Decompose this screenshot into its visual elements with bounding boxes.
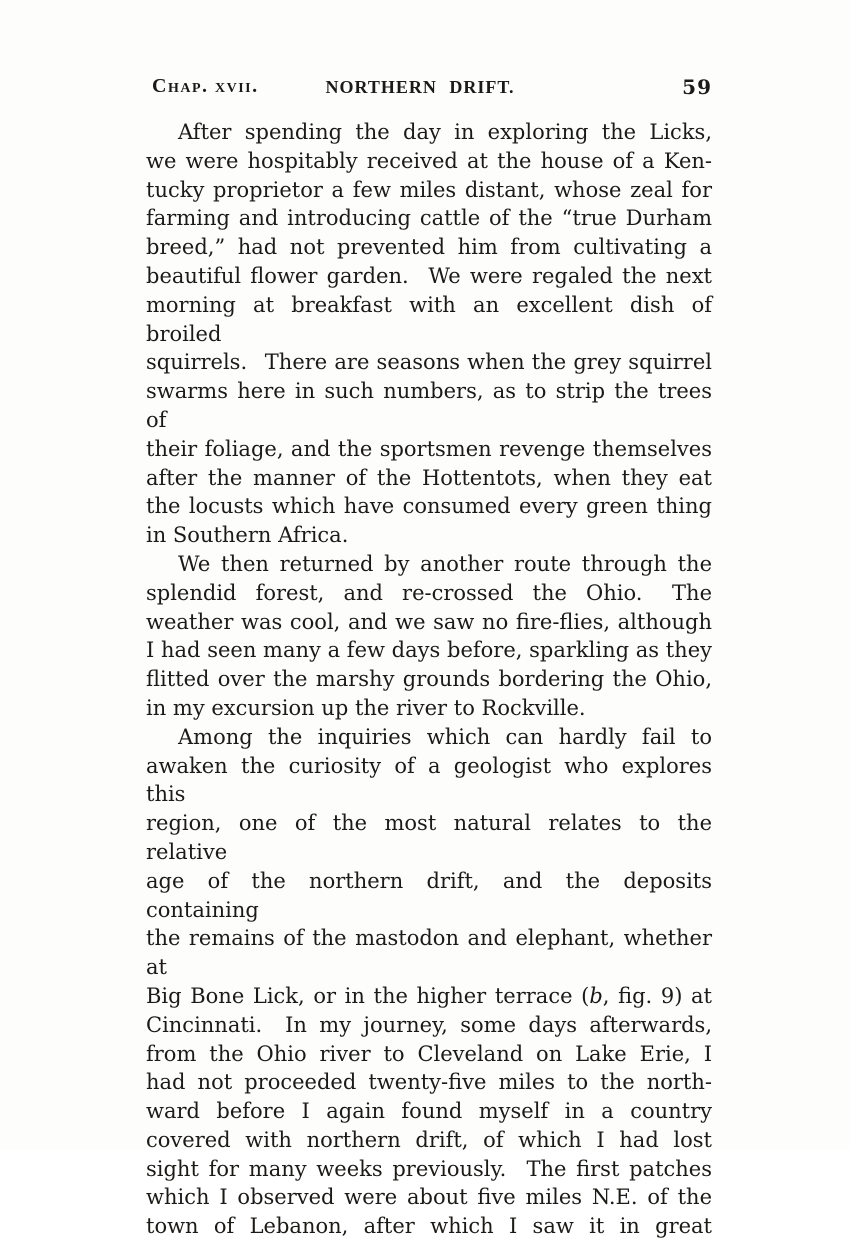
text-line: swarms here in such numbers, as to strip the trees of bbox=[146, 379, 712, 432]
page-number: 59 bbox=[682, 75, 712, 99]
text-line: the locusts which have consumed every green thing bbox=[146, 494, 712, 519]
text-line: Cincinnati. In my journey, some days afterwards, bbox=[146, 1012, 712, 1037]
text-line: flitted over the marshy grounds bordering the Ohio, bbox=[146, 667, 712, 692]
text-line: breed,” had not prevented him from cultivating a bbox=[146, 235, 712, 260]
text-line: their foliage, and the sportsmen revenge themselves bbox=[146, 436, 712, 461]
text-line: after the manner of the Hottentots, when they eat bbox=[146, 465, 712, 490]
running-head-title: NORTHERN DRIFT. bbox=[325, 77, 515, 97]
text-line: we were hospitably received at the house of a Ken- bbox=[146, 148, 712, 173]
text-line: town of Lebanon, after which I saw it in great bbox=[146, 1214, 712, 1239]
text-line: awaken the curiosity of a geologist who explores this bbox=[146, 753, 712, 807]
text-line: splendid forest, and re-crossed the Ohio. The bbox=[146, 580, 712, 605]
chapter-label: Chap. xvii. bbox=[152, 75, 259, 97]
text-line: I had seen many a few days before, sparkling as they bbox=[146, 638, 712, 663]
text-line: beautiful flower garden. We were regaled the next bbox=[146, 263, 712, 288]
text-line: weather was cool, and we saw no fire-flies, although bbox=[146, 609, 712, 634]
text-line: which I observed were about five miles N.E. of the bbox=[146, 1185, 712, 1210]
text-line: age of the northern drift, and the deposits containing bbox=[146, 868, 712, 922]
page-header bbox=[152, 72, 712, 98]
text-line: covered with northern drift, of which I had lost bbox=[146, 1127, 712, 1152]
text-line: farming and introducing cattle of the “true Durham bbox=[146, 206, 712, 231]
text-line: sight for many weeks previously. The first patches bbox=[146, 1156, 712, 1181]
paragraph bbox=[146, 723, 712, 1241]
text-line: We then returned by another route through the bbox=[178, 551, 712, 576]
text-line: squirrels. There are seasons when the grey squirrel bbox=[146, 350, 712, 375]
text-line: ward before I again found myself in a country bbox=[146, 1099, 712, 1124]
text-line: region, one of the most natural relates to the relative bbox=[146, 811, 712, 864]
paragraph bbox=[146, 550, 712, 723]
text-line: Big Bone Lick, or in the higher terrace (b, fig. 9) at bbox=[146, 983, 712, 1008]
paragraph bbox=[146, 118, 712, 550]
page-body bbox=[146, 118, 712, 1241]
text-line: in my excursion up the river to Rockville. bbox=[146, 695, 586, 720]
text-line: the remains of the mastodon and elephant, whether at bbox=[146, 926, 712, 980]
text-line: morning at breakfast with an excellent dish of broiled bbox=[146, 292, 712, 346]
text-line: in Southern Africa. bbox=[146, 523, 349, 548]
text-line: had not proceeded twenty-five miles to the north- bbox=[146, 1070, 712, 1095]
text-line: After spending the day in exploring the Licks, bbox=[178, 120, 712, 144]
text-line: tucky proprietor a few miles distant, whose zeal for bbox=[146, 177, 712, 202]
text-line: from the Ohio river to Cleveland on Lake Erie, I bbox=[146, 1041, 712, 1066]
text-line: Among the inquiries which can hardly fail to bbox=[178, 724, 712, 749]
